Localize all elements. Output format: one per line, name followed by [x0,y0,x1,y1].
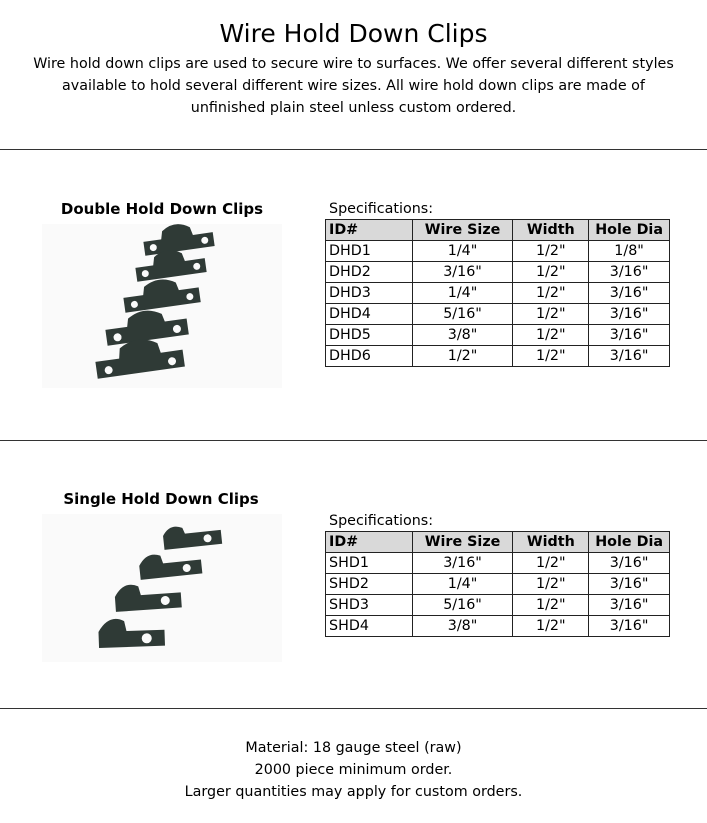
cell-width: 1/2" [513,241,589,262]
cell-hole-dia: 3/16" [589,283,670,304]
single-spec-label: Specifications: [329,513,434,529]
cell-id: DHD1 [326,241,413,262]
cell-id: SHD1 [326,553,413,574]
col-header-wire-size: Wire Size [412,532,513,553]
cell-wire-size: 3/16" [412,553,513,574]
cell-wire-size: 1/2" [412,346,513,367]
cell-hole-dia: 3/16" [589,304,670,325]
col-header-id: ID# [326,532,413,553]
cell-width: 1/2" [513,283,589,304]
cell-id: SHD3 [326,595,413,616]
cell-hole-dia: 3/16" [589,595,670,616]
cell-wire-size: 3/8" [412,325,513,346]
cell-id: DHD2 [326,262,413,283]
cell-hole-dia: 3/16" [589,346,670,367]
divider [0,708,707,709]
cell-width: 1/2" [513,325,589,346]
cell-hole-dia: 1/8" [589,241,670,262]
table-row [326,574,670,595]
cell-width: 1/2" [513,595,589,616]
col-header-id: ID# [326,220,413,241]
double-spec-label: Specifications: [329,201,434,217]
cell-id: DHD5 [326,325,413,346]
intro-line: unfinished plain steel unless custom ordered. [190,100,517,116]
cell-wire-size: 3/8" [412,616,513,637]
page-title: Wire Hold Down Clips [219,19,488,48]
intro-line: Wire hold down clips are used to secure wire to surfaces. We offer several different styles [33,56,674,72]
intro-line: available to hold several different wire sizes. All wire hold down clips are made of [62,78,645,94]
double-clips-title: Double Hold Down Clips [60,200,264,218]
cell-width: 1/2" [513,346,589,367]
cell-width: 1/2" [513,262,589,283]
col-header-hole-dia: Hole Dia [589,220,670,241]
cell-hole-dia: 3/16" [589,262,670,283]
cell-id: DHD3 [326,283,413,304]
table-row [326,346,670,367]
divider [0,440,707,441]
cell-width: 1/2" [513,304,589,325]
cell-id: DHD6 [326,346,413,367]
cell-id: SHD4 [326,616,413,637]
cell-hole-dia: 3/16" [589,574,670,595]
table-row [326,262,670,283]
table-row [326,241,670,262]
footer-line: 2000 piece minimum order. [254,762,453,778]
col-header-width: Width [513,220,589,241]
footer-line: Larger quantities may apply for custom orders. [184,784,523,800]
table-row [326,304,670,325]
col-header-wire-size: Wire Size [412,220,513,241]
cell-hole-dia: 3/16" [589,616,670,637]
cell-wire-size: 5/16" [412,595,513,616]
cell-hole-dia: 3/16" [589,553,670,574]
divider [0,149,707,150]
table-header-row [326,532,670,553]
double-spec-table [325,219,670,367]
table-row [326,616,670,637]
cell-id: DHD4 [326,304,413,325]
cell-wire-size: 1/4" [412,574,513,595]
single-spec-table [325,531,670,637]
col-header-hole-dia: Hole Dia [589,532,670,553]
cell-wire-size: 1/4" [412,283,513,304]
table-row [326,553,670,574]
col-header-width: Width [513,532,589,553]
cell-wire-size: 3/16" [412,262,513,283]
table-row [326,283,670,304]
single-clips-title: Single Hold Down Clips [63,490,259,508]
cell-wire-size: 5/16" [412,304,513,325]
cell-width: 1/2" [513,616,589,637]
footer-notes [0,737,707,803]
double-clips-photo [42,224,282,388]
cell-hole-dia: 3/16" [589,325,670,346]
intro-paragraph [30,53,677,119]
cell-wire-size: 1/4" [412,241,513,262]
footer-line: Material: 18 gauge steel (raw) [245,740,462,756]
single-clips-photo [42,514,282,662]
cell-width: 1/2" [513,553,589,574]
table-row [326,595,670,616]
table-row [326,325,670,346]
cell-width: 1/2" [513,574,589,595]
table-header-row [326,220,670,241]
cell-id: SHD2 [326,574,413,595]
